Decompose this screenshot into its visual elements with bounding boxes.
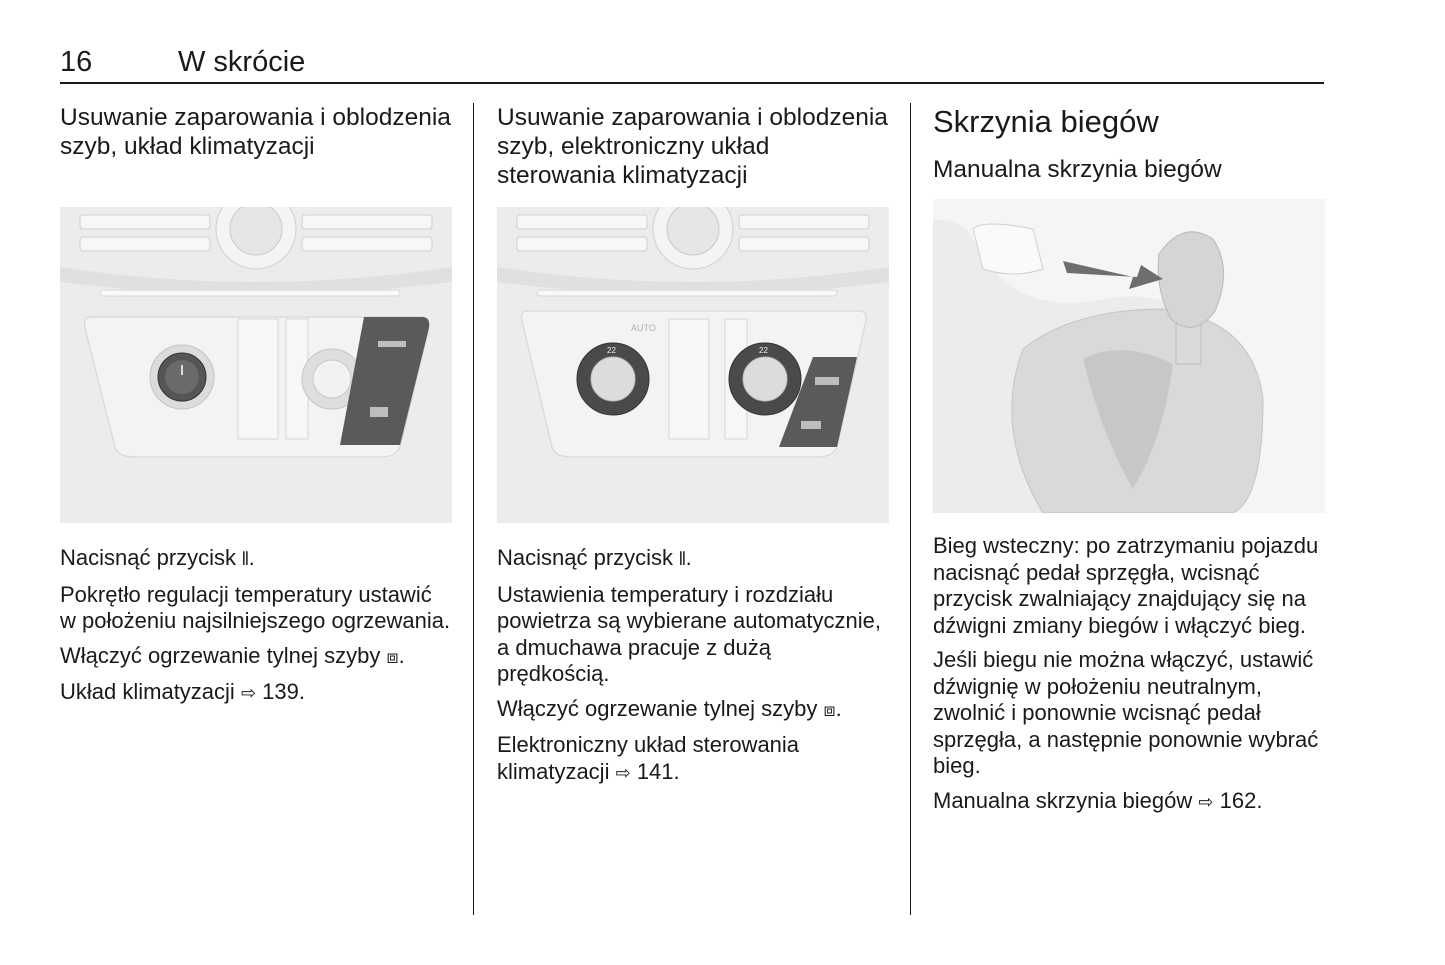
text: Układ klimatyzacji: [60, 679, 235, 704]
section-heading: Skrzynia biegów: [933, 104, 1159, 139]
paragraph: Pokrętło regulacji temperatury ustawić w położeniu najsilniejszego ogrzewania.: [60, 581, 451, 633]
paragraph: [60, 545, 452, 574]
page-reference-arrow-icon: ⇨: [240, 683, 257, 703]
column-divider: [910, 103, 911, 915]
page-reference: 139.: [262, 679, 305, 704]
column-body: [933, 533, 1325, 815]
section-title: W skrócie: [178, 46, 306, 78]
paragraph: Ustawienia temperatury i rozdziału powietrza są wybierane automatycznie, a dmuchawa pracuje z dużą prędkością.: [497, 581, 881, 686]
cross-reference[interactable]: [60, 679, 452, 707]
paragraph: [497, 696, 889, 725]
column-heading: Usuwanie zaparowania i oblodzenia szyb, układ klimatyzacji: [60, 104, 451, 160]
windscreen-defrost-icon: 𝍪: [242, 549, 249, 570]
text: .: [398, 642, 405, 668]
column-heading: Usuwanie zaparowania i oblodzenia szyb, elektroniczny układ sterowania klimatyzacji: [497, 104, 888, 189]
text: Manualna skrzynia biegów: [933, 787, 1193, 813]
page-reference-arrow-icon: ⇨: [615, 762, 631, 783]
column-electronic-climate: [497, 103, 889, 794]
paragraph: [497, 545, 889, 574]
page-number: 16: [60, 46, 93, 78]
text: Włączyć ogrzewanie tylnej szyby: [60, 642, 381, 668]
page-reference: 162.: [1219, 787, 1263, 813]
page-reference: 141.: [636, 758, 680, 784]
auto-label: AUTO: [631, 323, 656, 333]
rear-window-heating-icon: ⧈: [386, 646, 399, 668]
text: Włączyć ogrzewanie tylnej szyby: [497, 695, 818, 721]
column-divider: [473, 103, 474, 915]
paragraph: [60, 643, 452, 672]
text: .: [685, 545, 692, 570]
electronic-climate-panel-drawing: [497, 207, 889, 523]
page-reference-arrow-icon: ⇨: [1198, 791, 1214, 812]
page-header: [60, 44, 1324, 84]
text: .: [248, 545, 255, 570]
temp-label: 22: [607, 346, 616, 355]
paragraph: Jeśli biegu nie można włączyć, ustawić dźwignię w położeniu neutralnym, zwolnić i ponownie wcisnąć pedał sprzęgła, a następnie ponownie wybrać bieg.: [933, 647, 1319, 778]
subsection-heading: Manualna skrzynia biegów: [933, 156, 1222, 183]
column-body: [497, 545, 889, 786]
cross-reference[interactable]: [933, 788, 1325, 816]
temp-label: 22: [759, 346, 768, 355]
text: .: [835, 695, 842, 721]
text: Elektroniczny układ sterowania klimatyzacji: [497, 732, 800, 784]
climate-control-panel-figure: [60, 207, 452, 523]
text: Nacisnąć przycisk: [60, 545, 237, 570]
text: Nacisnąć przycisk: [497, 545, 674, 570]
cross-reference[interactable]: [497, 732, 889, 786]
rear-window-heating-icon: ⧈: [823, 699, 836, 721]
column-defrost-ac: [60, 103, 452, 715]
gear-lever-drawing: [933, 199, 1325, 513]
windscreen-defrost-icon: 𝍪: [679, 549, 686, 570]
gear-lever-figure: [933, 199, 1325, 513]
climate-panel-drawing: [60, 207, 452, 523]
paragraph: Bieg wsteczny: po zatrzymaniu pojazdu nacisnąć pedał sprzęgła, wcisnąć przycisk zwalniający znajdujący się na dźwigni zmiany biegów i włączyć bieg.: [933, 533, 1319, 638]
column-gearbox: [933, 103, 1325, 823]
column-body: [60, 545, 452, 707]
electronic-climate-control-figure: [497, 207, 889, 523]
